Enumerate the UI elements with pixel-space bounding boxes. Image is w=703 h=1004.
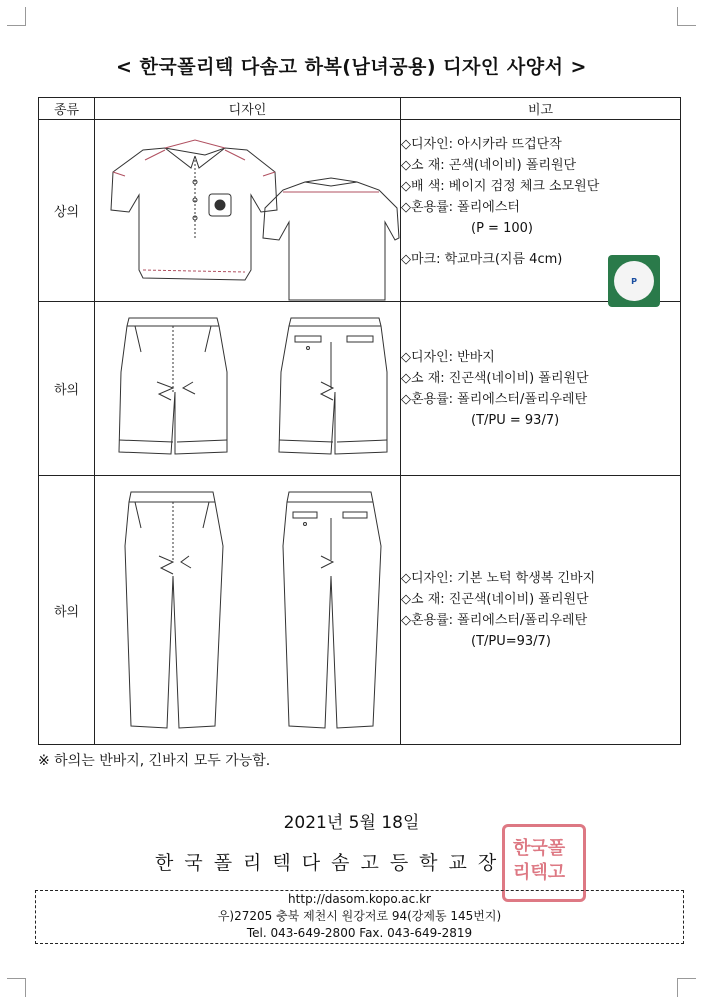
corner-mark-top-right — [677, 7, 696, 26]
school-emblem-logo: P — [614, 261, 654, 301]
phone-fax-text: Tel. 043-649-2800 Fax. 043-649-2819 — [246, 926, 473, 940]
note-line: ◇소 재: 진곤색(네이비) 폴리원단 — [401, 592, 589, 607]
header-kind: 종류 — [39, 98, 95, 120]
official-seal: 한국폴 리텍고 — [502, 824, 586, 902]
shirt-back-drawing — [263, 178, 399, 300]
design-cell-pants — [95, 476, 401, 745]
note-line: ◇디자인: 반바지 — [401, 349, 495, 365]
corner-mark-bottom-right — [677, 978, 696, 997]
note-line: ◇배 색: 베이지 검정 체크 소모원단 — [401, 178, 600, 194]
kind-cell: 상의 — [39, 120, 95, 302]
note-line: ◇혼용률: 폴리에스터/폴리우레탄 — [401, 391, 588, 407]
note-line: ◇소 재: 진곤색(네이비) 폴리원단 — [401, 370, 589, 386]
table-header-row — [39, 98, 681, 120]
shirt-drawings — [95, 120, 400, 301]
address-text: 우)27205 충북 제천시 원강저로 94(강제동 145번지) — [217, 909, 502, 923]
kind-cell: 하의 — [39, 476, 95, 745]
website-link[interactable]: http://dasom.kopo.ac.kr — [288, 892, 431, 906]
table-row-top — [39, 120, 681, 302]
contact-box — [35, 890, 684, 944]
note-line: ◇디자인: 기본 노턱 학생복 긴바지 — [401, 571, 596, 586]
pants-back-drawing — [283, 492, 381, 728]
note-line: ◇마크: 학교마크(지름 4cm) — [401, 251, 563, 267]
pants-front-drawing — [125, 492, 223, 728]
footnote: ※ 하의는 반바지, 긴바지 모두 가능함. — [38, 753, 271, 769]
note-line: (P = 100) — [471, 220, 533, 236]
corner-mark-top-left — [7, 7, 26, 26]
header-notes: 비고 — [401, 98, 681, 120]
document-title: < 한국폴리텍 다솜고 하복(남녀공용) 디자인 사양서 > — [116, 56, 587, 78]
notes-cell-top — [401, 120, 681, 302]
table-row-pants — [39, 476, 681, 745]
notes-cell-pants — [401, 476, 681, 745]
pants-drawings — [95, 476, 400, 744]
note-line: ◇혼용률: 폴리에스터 — [401, 199, 520, 215]
table-row-shorts — [39, 302, 681, 476]
note-line: ◇디자인: 아시카라 뜨겁단작 — [401, 136, 562, 152]
note-line: (T/PU=93/7) — [471, 634, 551, 649]
shorts-front-drawing — [119, 318, 227, 454]
shorts-drawings — [95, 302, 400, 475]
shirt-front-drawing — [111, 140, 277, 280]
school-emblem — [608, 255, 660, 307]
corner-mark-bottom-left — [7, 978, 26, 997]
note-line: ◇소 재: 곤색(네이비) 폴리원단 — [401, 157, 577, 173]
kind-cell: 하의 — [39, 302, 95, 476]
design-cell-shorts — [95, 302, 401, 476]
note-line: ◇혼용률: 폴리에스터/폴리우레탄 — [401, 613, 588, 628]
school-principal-name: 한국폴리텍다솜고등학교장 — [155, 852, 508, 874]
spec-table — [38, 97, 681, 745]
header-design: 디자인 — [95, 98, 401, 120]
issue-date: 2021년 5월 18일 — [283, 813, 420, 833]
shorts-back-drawing — [279, 318, 387, 454]
note-line: (T/PU = 93/7) — [471, 412, 560, 428]
notes-cell-shorts — [401, 302, 681, 476]
design-cell-shirt — [95, 120, 401, 302]
